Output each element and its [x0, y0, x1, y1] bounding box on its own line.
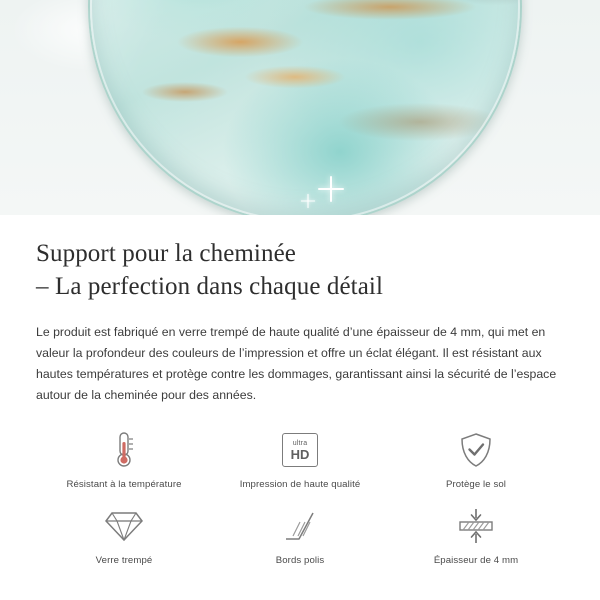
ultra-hd-badge-icon	[282, 428, 318, 472]
feature-label: Résistant à la température	[66, 479, 182, 490]
glass-plate	[88, 0, 522, 215]
diamond-icon	[105, 504, 143, 548]
feature-label: Protège le sol	[445, 479, 507, 490]
thickness-arrows-icon	[456, 504, 496, 548]
badge-top-text: ultra	[292, 439, 308, 447]
feature-label: Épaisseur de 4 mm	[433, 555, 519, 566]
feature-label: Bords polis	[275, 555, 325, 566]
feature-item-floor-protection	[388, 428, 564, 490]
headline-line-1: Support pour la cheminée	[36, 240, 296, 267]
feature-item-thickness	[388, 504, 564, 566]
hero-image	[0, 0, 600, 215]
page-title	[36, 237, 564, 303]
feature-item-tempered-glass	[36, 504, 212, 566]
feature-label: Verre trempé	[95, 555, 153, 566]
feature-grid	[36, 428, 564, 566]
badge-bottom-text: HD	[290, 446, 310, 462]
product-description-text: Le produit est fabriqué en verre trempé de haute qualité d’une épaisseur de 4 mm, qui met en valeur la profondeur des couleurs de l’impression et offre un éclat élégant. Il est résistant aux hautes températures et protège contre les dommages, garantissant ainsi la sécurité de l’espace autour de la cheminée pour des années.	[36, 325, 557, 402]
content-area	[0, 237, 600, 566]
sparkle-icon	[301, 194, 315, 208]
sparkle-icon	[318, 176, 344, 202]
feature-label: Impression de haute qualité	[239, 479, 361, 490]
feature-item-temperature	[36, 428, 212, 490]
headline-line-2: – La perfection dans chaque détail	[36, 273, 383, 300]
thermometer-icon	[111, 428, 137, 472]
shield-check-icon	[459, 428, 493, 472]
feature-item-polished-edges	[212, 504, 388, 566]
polished-edges-icon	[283, 504, 317, 548]
feature-item-print-quality	[212, 428, 388, 490]
